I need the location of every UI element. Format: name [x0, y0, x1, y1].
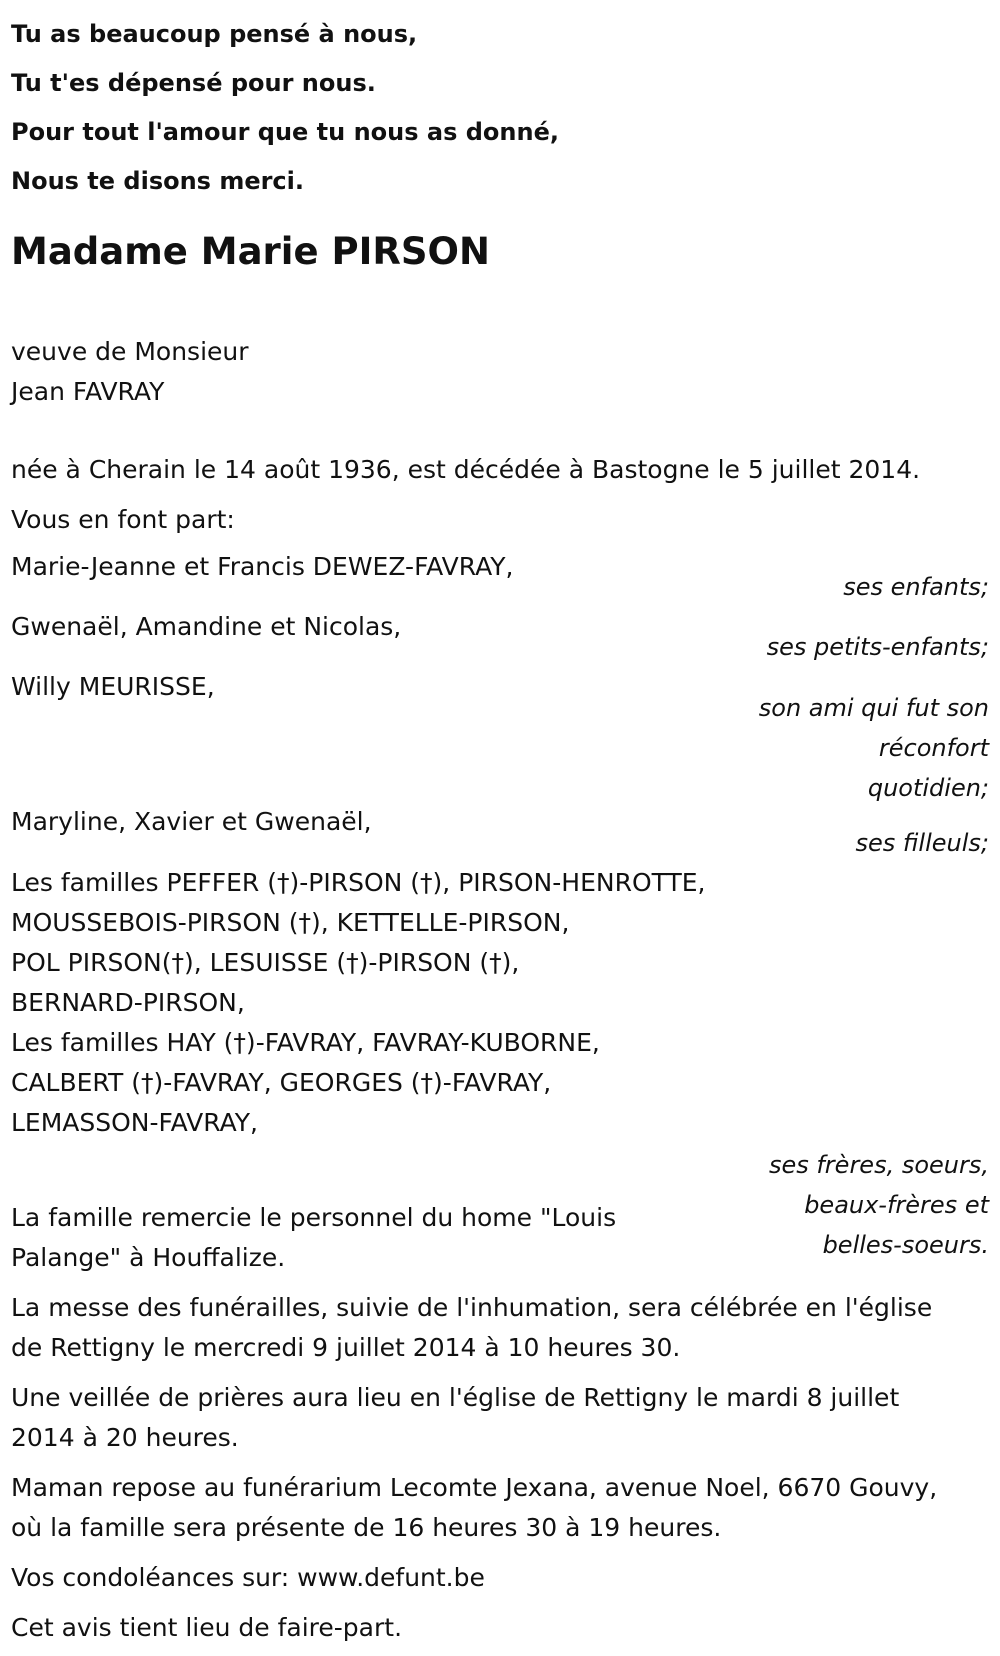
announce-line: Vous en font part:: [11, 505, 235, 534]
rest-line: Maman repose au funérarium Lecomte Jexana, avenue Noel, 6670 Gouvy,: [11, 1473, 938, 1502]
verse-line: Tu as beaucoup pensé à nous,: [11, 20, 418, 48]
funeral-line: de Rettigny le mercredi 9 juillet 2014 à 10 heures 30.: [11, 1333, 681, 1362]
vigil-line: Une veillée de prières aura lieu en l'église de Rettigny le mardi 8 juillet: [11, 1383, 900, 1412]
widow-of: [11, 332, 989, 412]
closing-line: Cet avis tient lieu de faire-part.: [11, 1613, 403, 1642]
widow-line: Jean FAVRAY: [11, 377, 165, 406]
families-role-line: belles-soeurs.: [822, 1231, 989, 1259]
families-line: CALBERT (†)-FAVRAY, GEORGES (†)-FAVRAY,: [11, 1068, 552, 1097]
verse: [11, 10, 989, 206]
families-role-line: ses frères, soeurs,: [768, 1151, 989, 1179]
funeral-line: La messe des funérailles, suivie de l'inhumation, sera célébrée en l'église: [11, 1293, 933, 1322]
families-line: POL PIRSON(†), LESUISSE (†)-PIRSON (†),: [11, 948, 520, 977]
widow-line: veuve de Monsieur: [11, 337, 249, 366]
thanks-line: Palange" à Houffalize.: [11, 1243, 286, 1272]
rest-paragraph: [11, 1468, 989, 1548]
deceased-name: Madame Marie PIRSON: [11, 230, 490, 273]
families-line: MOUSSEBOIS-PIRSON (†), KETTELLE-PIRSON,: [11, 908, 570, 937]
obituary-notice: [11, 0, 989, 1648]
families-role-line: beaux-frères et: [804, 1191, 989, 1219]
relative-role-line: quotidien;: [867, 774, 989, 802]
families-line: Les familles PEFFER (†)-PIRSON (†), PIRSON-HENROTTE,: [11, 868, 706, 897]
birth-death-statement: née à Cherain le 14 août 1936, est décédée à Bastogne le 5 juillet 2014.: [11, 455, 921, 484]
relative-role: ses enfants;: [843, 573, 989, 601]
relative-names: Marie-Jeanne et Francis DEWEZ-FAVRAY,: [11, 552, 514, 581]
relative-role: ses filleuls;: [855, 829, 989, 857]
relative-row: [11, 802, 989, 863]
families-line: LEMASSON-FAVRAY,: [11, 1108, 258, 1137]
families-line: Les familles HAY (†)-FAVRAY, FAVRAY-KUBORNE,: [11, 1028, 600, 1057]
verse-line: Pour tout l'amour que tu nous as donné,: [11, 118, 559, 146]
families-line: BERNARD-PIRSON,: [11, 988, 245, 1017]
relative-names: Gwenaël, Amandine et Nicolas,: [11, 612, 402, 641]
thanks-line: La famille remercie le personnel du home "Louis: [11, 1203, 617, 1232]
relative-role: ses petits-enfants;: [766, 633, 989, 661]
relative-row: [11, 667, 989, 802]
relative-row: [11, 547, 989, 607]
verse-line: Nous te disons merci.: [11, 167, 305, 195]
rest-line: où la famille sera présente de 16 heures 30 à 19 heures.: [11, 1513, 722, 1542]
relative-names: Willy MEURISSE,: [11, 672, 215, 701]
families-block: [11, 863, 989, 1278]
funeral-paragraph: [11, 1288, 989, 1368]
vigil-line: 2014 à 20 heures.: [11, 1423, 239, 1452]
relative-role: [759, 688, 989, 808]
families-role: [769, 1145, 989, 1265]
relative-role-line: réconfort: [878, 734, 989, 762]
relative-row: [11, 607, 989, 667]
families-list: [11, 863, 989, 1143]
vigil-paragraph: [11, 1378, 989, 1458]
relative-role-line: son ami qui fut son: [758, 694, 989, 722]
condolences-line: Vos condoléances sur: www.defunt.be: [11, 1563, 485, 1592]
verse-line: Tu t'es dépensé pour nous.: [11, 69, 376, 97]
relative-names: Maryline, Xavier et Gwenaël,: [11, 807, 372, 836]
